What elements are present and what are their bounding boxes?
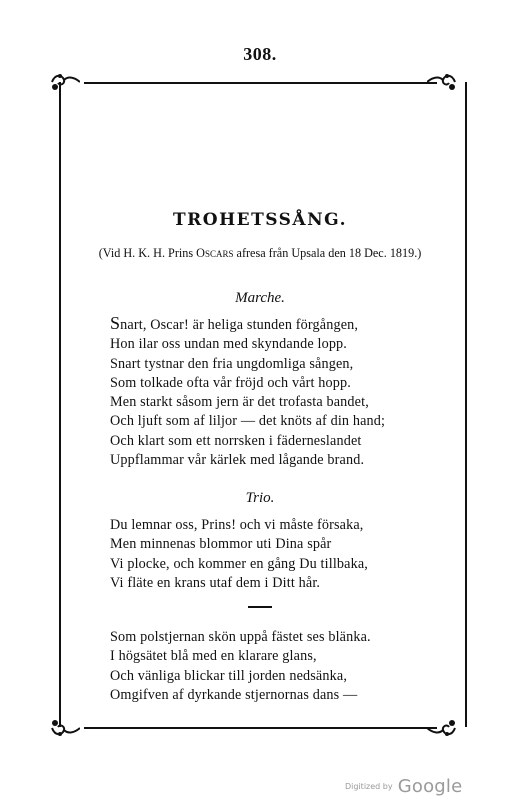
corner-ornament-icon bbox=[50, 72, 80, 92]
verse-line: Och vänliga blickar till jorden nedsänka, bbox=[110, 667, 348, 684]
subtitle-before: (Vid H. K. H. Prins bbox=[98, 246, 197, 260]
drop-cap: S bbox=[110, 313, 121, 333]
frame-bottom-rule bbox=[84, 727, 437, 729]
verse-line: Snart tystnar den fria ungdomliga sången, bbox=[110, 355, 354, 372]
section-heading-marche: Marche. bbox=[235, 290, 285, 306]
verse-line: Du lemnar oss, Prins! och vi måste försaka, bbox=[110, 517, 364, 533]
subtitle-name: Oscars bbox=[196, 246, 234, 260]
corner-ornament-icon bbox=[427, 718, 457, 738]
verse-line: Hon ilar oss undan med skyndande lopp. bbox=[110, 336, 348, 353]
verse-line: Som tolkade ofta vår fröjd och vårt hopp. bbox=[110, 374, 351, 391]
verse-line: Som polstjernan skön uppå fästet ses blänka. bbox=[110, 629, 371, 645]
section-divider bbox=[248, 606, 272, 608]
verse-line: Men minnenas blommor uti Dina spår bbox=[110, 536, 332, 553]
watermark-prefix: Digitized by bbox=[345, 782, 393, 791]
poem-subtitle bbox=[0, 246, 520, 261]
verse-line: I högsätet blå med en klarare glans, bbox=[110, 648, 317, 665]
stanza-three bbox=[110, 628, 371, 705]
corner-ornament-icon bbox=[427, 72, 457, 92]
stanza-trio bbox=[110, 516, 368, 593]
google-logo: Google bbox=[397, 776, 463, 797]
frame-top-rule bbox=[84, 82, 437, 84]
verse-line: Uppflammar vår kärlek med lågande brand. bbox=[110, 452, 365, 469]
corner-ornament-icon bbox=[50, 718, 80, 738]
digitized-watermark bbox=[345, 776, 462, 797]
subtitle-after: afresa från Upsala den 18 Dec. 1819.) bbox=[233, 246, 422, 260]
verse-line bbox=[110, 314, 385, 335]
verse-line-rest: nart, Oscar! är heliga stunden förgången, bbox=[120, 317, 359, 333]
verse-line: Vi fläte en krans utaf dem i Ditt hår. bbox=[110, 574, 321, 591]
stanza-marche bbox=[110, 314, 385, 470]
page-number: 308. bbox=[243, 44, 277, 64]
section-heading-trio: Trio. bbox=[245, 490, 275, 506]
verse-line: Vi plocke, och kommer en gång Du tillbaka, bbox=[110, 555, 368, 572]
verse-line: Omgifven af dyrkande stjernornas dans — bbox=[110, 686, 358, 703]
verse-line: Och klart som ett norrsken i fäderneslandet bbox=[110, 432, 362, 449]
verse-line: Men starkt såsom jern är det trofasta bandet, bbox=[110, 394, 369, 411]
poem-title: TROHETSSÅNG. bbox=[173, 210, 347, 230]
verse-line: Och ljuft som af liljor — det knöts af din hand; bbox=[110, 413, 386, 430]
